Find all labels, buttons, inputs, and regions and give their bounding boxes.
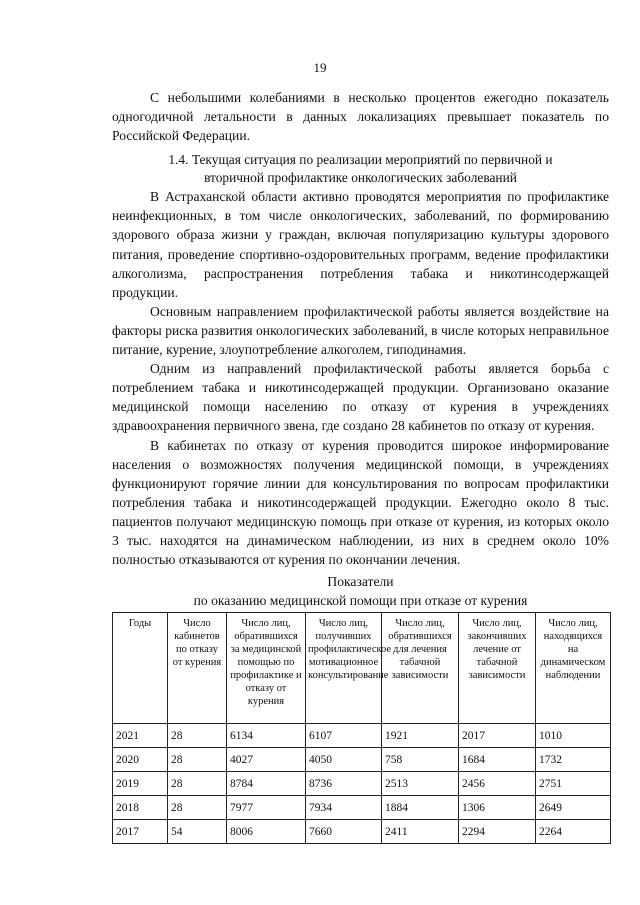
table-cell: 2264: [536, 820, 611, 844]
paragraph: Основным направлением профилактической работы является воздействие на факторы риска развития онкологических заболеваний, в числе которых неправильное питание, курение, злоупотребление алкоголем, гиподинамия.: [112, 303, 609, 358]
table-cell: 6134: [227, 724, 306, 748]
table-cell: 2751: [536, 772, 611, 796]
table-row: [113, 748, 611, 772]
table-cell: 2018: [113, 796, 168, 820]
table-cell: 28: [168, 748, 227, 772]
column-header: Число лиц, находящихся на динамическом наблюдении: [536, 613, 611, 724]
section-heading-line: 1.4. Текущая ситуация по реализации мероприятий по первичной и: [168, 152, 553, 168]
table-cell: 1684: [459, 748, 536, 772]
table-row: [113, 796, 611, 820]
table-cell: 8736: [306, 772, 382, 796]
table-cell: 2294: [459, 820, 536, 844]
table-cell: 2020: [113, 748, 168, 772]
table-caption-subtitle: по оказанию медицинской помощи при отказе от курения: [193, 592, 528, 608]
table-cell: 2456: [459, 772, 536, 796]
table-cell: 2649: [536, 796, 611, 820]
smoking-cessation-table: [112, 612, 611, 844]
table-cell: 2411: [382, 820, 459, 844]
table-cell: 1921: [382, 724, 459, 748]
section-heading: [112, 151, 609, 187]
table-cell: 7977: [227, 796, 306, 820]
column-header: Число лиц, закончивших лечение от табачной зависимости: [459, 613, 536, 724]
table-cell: 2017: [459, 724, 536, 748]
table-cell: 8006: [227, 820, 306, 844]
table-cell: 6107: [306, 724, 382, 748]
column-header: Число лиц, получивших профилактическое мотивационное консультирование: [306, 613, 382, 724]
table-cell: 1010: [536, 724, 611, 748]
table-cell: 2019: [113, 772, 168, 796]
table-cell: 1306: [459, 796, 536, 820]
column-header: Число лиц, обратившихся для лечения табачной зависимости: [382, 613, 459, 724]
paragraph: В кабинетах по отказу от курения проводится широкое информирование населения о возможностях получения медицинской помощи, в учреждениях функционируют горячие линии для консультирования по вопросам профилактики потребления табака и никотинсодержащей продукции. Ежегодно около 8 тыс. пациентов получают медицинскую помощь при отказе от курения, из которых около 3 тыс. находятся на динамическом наблюдении, из них в среднем около 10% полностью отказываются от курения по окончании лечения.: [112, 437, 609, 568]
table-cell: 2513: [382, 772, 459, 796]
table-cell: 28: [168, 772, 227, 796]
table-cell: 7660: [306, 820, 382, 844]
table-cell: 4027: [227, 748, 306, 772]
table-cell: 758: [382, 748, 459, 772]
table-row: [113, 820, 611, 844]
table-cell: 2021: [113, 724, 168, 748]
paragraph: В Астраханской области активно проводятся мероприятия по профилактике неинфекционных, в том числе онкологических, заболеваний, по формированию здорового образа жизни у граждан, включая популяризацию культуры здорового питания, проведение спортивно-оздоровительных программ, ведение профилактики алкоголизма, распространения потребления табака и никотинсодержащей продукции.: [112, 189, 609, 300]
table-caption-title: Показатели: [327, 574, 394, 589]
table-cell: 54: [168, 820, 227, 844]
column-header: Годы: [113, 613, 168, 724]
table-cell: 28: [168, 796, 227, 820]
table-cell: 2017: [113, 820, 168, 844]
column-header: Число лиц, обратившихся за медицинской помощью по профилактике и отказу от курения: [227, 613, 306, 724]
table-cell: 1732: [536, 748, 611, 772]
table-cell: 28: [168, 724, 227, 748]
page-number: 19: [313, 60, 327, 75]
paragraph: С небольшими колебаниями в несколько процентов ежегодно показатель одногодичной летальности в данных локализациях превышает показатель по Российской Федерации.: [112, 90, 609, 144]
table-row: [113, 724, 611, 748]
body-text: [112, 88, 609, 569]
table-cell: 4050: [306, 748, 382, 772]
table-cell: 1884: [382, 796, 459, 820]
column-header: Число кабинетов по отказу от курения: [168, 613, 227, 724]
table-cell: 7934: [306, 796, 382, 820]
table-row: [113, 772, 611, 796]
table-caption: [112, 573, 609, 610]
table-header-row: [113, 613, 611, 724]
paragraph: Одним из направлений профилактической работы является борьба с потреблением табака и никотинсодержащей продукции. Организовано оказание медицинской помощи населению по отказу от курения в учреждениях здравоохранения первичного звена, где создано 28 кабинетов по отказу от курения.: [112, 361, 609, 434]
table-cell: 8784: [227, 772, 306, 796]
section-heading-line: вторичной профилактике онкологических заболеваний: [204, 170, 517, 186]
